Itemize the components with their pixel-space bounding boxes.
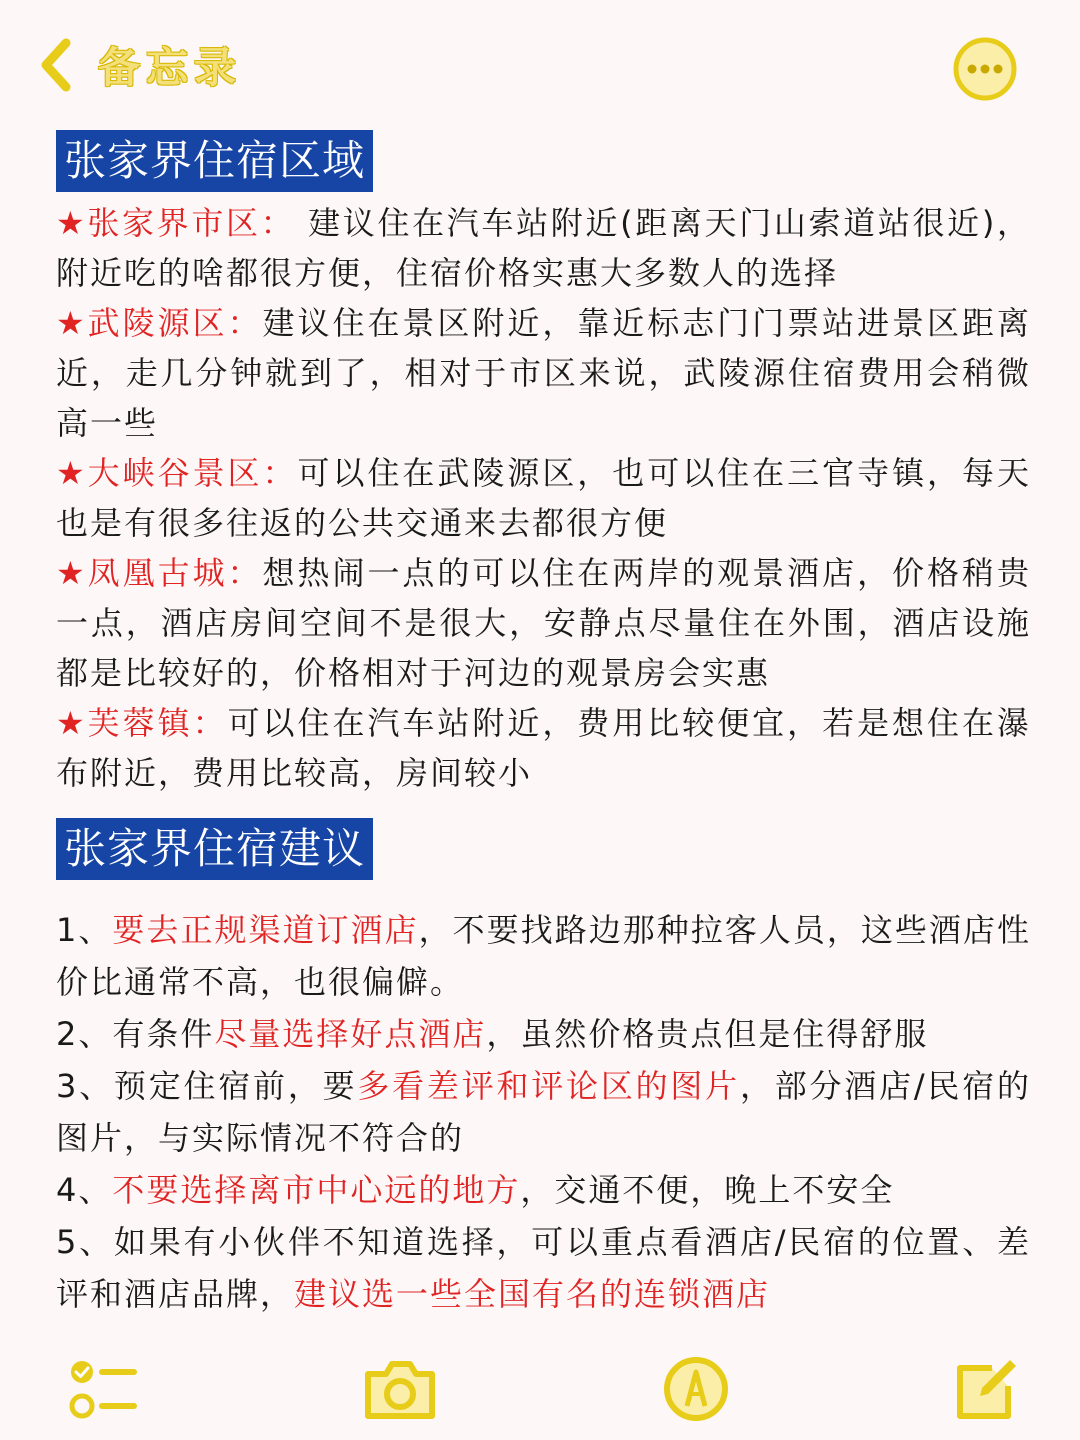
top-bar (0, 0, 1080, 130)
area-item (56, 298, 1031, 448)
area-text: 建议住在景区附近，靠近标志门门票站进景区距离近，走几分钟就到了，相对于市区来说，武陵源住宿费用会稍微高一些 (56, 304, 1031, 442)
tip-prefix: 3、预定住宿前，要 (56, 1067, 358, 1105)
tip-highlight: 要去正规渠道订酒店 (112, 911, 419, 949)
tip-highlight: 建议选一些全国有名的连锁酒店 (294, 1275, 771, 1313)
area-text: 建议住在汽车站附近(距离天门山索道站很近)，附近吃的啥都很方便，住宿价格实惠大多数人的选择 (56, 204, 1031, 292)
tip-suffix: ，虽然价格贵点但是住得舒服 (486, 1015, 929, 1053)
tips-list (56, 904, 1031, 1320)
area-item (56, 198, 1031, 298)
area-text: 可以住在汽车站附近，费用比较便宜，若是想住在瀑布附近，费用比较高，房间较小 (56, 704, 1031, 792)
back-button[interactable] (36, 30, 242, 100)
tip-prefix: 1、 (56, 911, 113, 949)
checklist-icon (64, 1354, 144, 1424)
area-text: 想热闹一点的可以住在两岸的观景酒店，价格稍贵一点，酒店房间空间不是很大，安静点尽量住在外围，酒店设施都是比较好的，价格相对于河边的观景房会实惠 (56, 554, 1031, 692)
tip-highlight: 尽量选择好点酒店 (214, 1015, 487, 1053)
compose-button[interactable] (946, 1354, 1026, 1424)
area-label: ★芙蓉镇： (56, 704, 228, 742)
tip-item (56, 1164, 1031, 1216)
section-heading-areas: 张家界住宿区域 (56, 130, 373, 192)
tip-prefix: 4、 (56, 1171, 113, 1209)
section-heading-tips: 张家界住宿建议 (56, 818, 373, 880)
camera-icon (360, 1354, 440, 1424)
tip-highlight: 不要选择离市中心远的地方 (112, 1171, 521, 1209)
tip-prefix: 5、如果有小伙伴不知道选择，可以重点看酒店/民宿的位置、差评和酒店品牌， (56, 1223, 1031, 1313)
camera-button[interactable] (360, 1354, 440, 1424)
back-label: 备忘录 (98, 43, 243, 92)
tip-highlight: 多看差评和评论区的图片 (357, 1067, 740, 1105)
tip-item (56, 1060, 1031, 1164)
area-label: ★张家界市区： (56, 204, 296, 242)
area-label: ★凤凰古城： (56, 554, 263, 592)
area-label: ★武陵源区： (56, 304, 263, 342)
more-dots-icon (950, 34, 1020, 104)
tip-item (56, 1008, 1031, 1060)
tip-suffix: ，交通不便，晚上不安全 (520, 1171, 895, 1209)
pen-button[interactable] (656, 1354, 736, 1424)
compose-icon (946, 1354, 1026, 1424)
checklist-button[interactable] (64, 1354, 144, 1424)
chevron-left-icon (36, 35, 76, 95)
area-label: ★大峡谷景区： (56, 454, 298, 492)
tip-item (56, 904, 1031, 1008)
area-list (56, 198, 1031, 798)
bottom-toolbar (0, 1340, 1080, 1440)
tip-prefix: 2、有条件 (56, 1015, 215, 1053)
note-content (56, 130, 1031, 1320)
tip-item (56, 1216, 1031, 1320)
area-item (56, 448, 1031, 548)
more-button[interactable] (950, 34, 1020, 104)
area-item (56, 698, 1031, 798)
tip-suffix: ，部分酒店/民宿的图片，与实际情况不符合的 (56, 1067, 1031, 1157)
tip-suffix: ，不要找路边那种拉客人员，这些酒店性价比通常不高，也很偏僻。 (56, 911, 1031, 1001)
area-item (56, 548, 1031, 698)
pen-icon (656, 1354, 736, 1424)
area-text: 可以住在武陵源区，也可以住在三官寺镇，每天也是有很多往返的公共交通来去都很方便 (56, 454, 1031, 542)
